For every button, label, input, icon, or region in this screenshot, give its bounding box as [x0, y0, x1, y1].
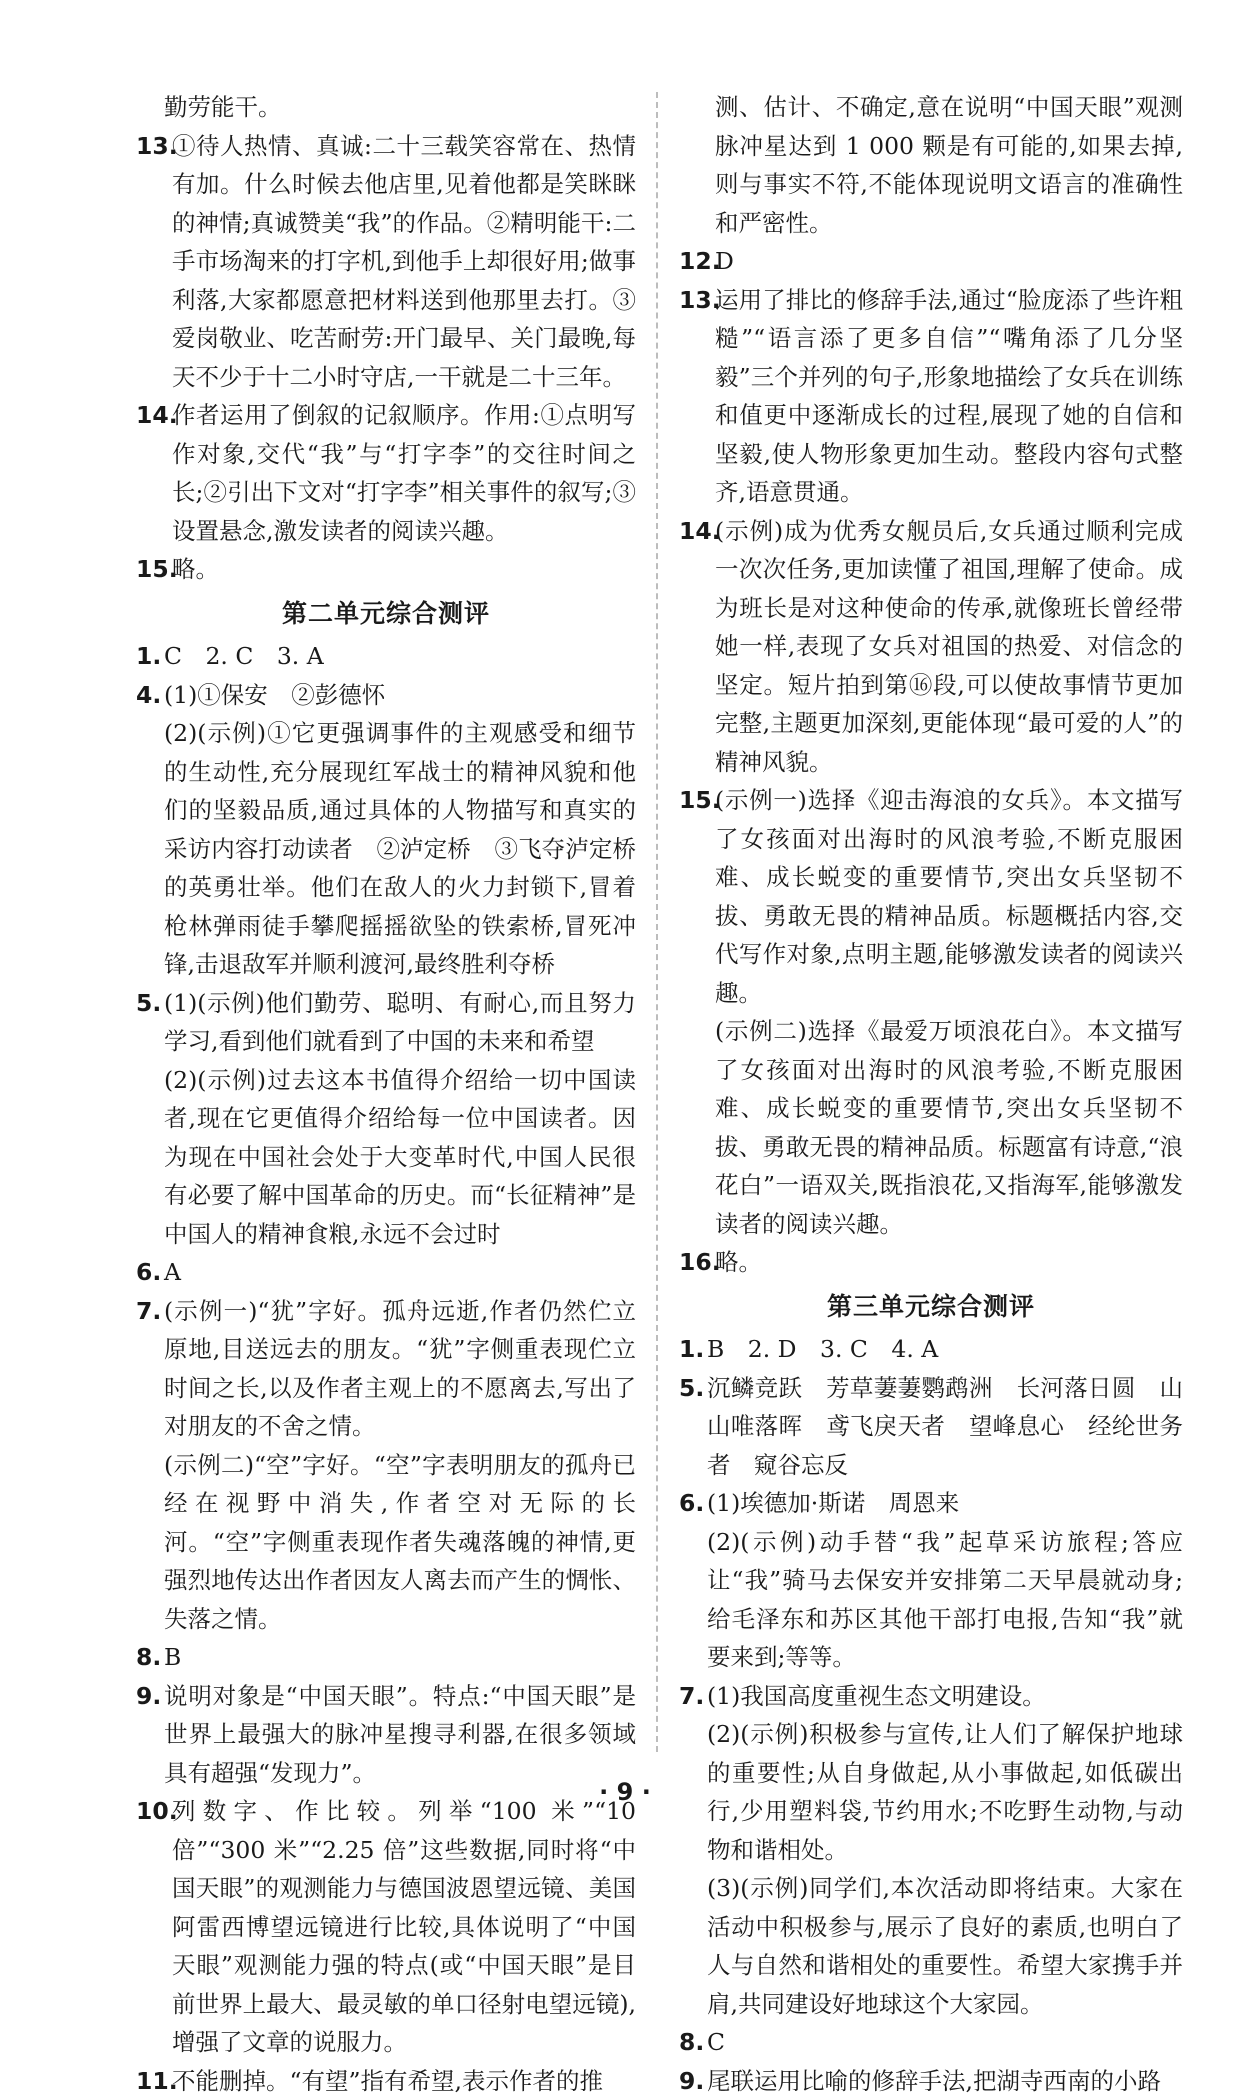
answer-text: 作者运用了倒叙的记叙顺序。作用:①点明写作对象,交代“我”与“打字李”的交往时间之长;②引出下文对“打字李”相关事件的叙写;③设置悬念,激发读者的阅读兴趣。 [172, 401, 636, 545]
section-title-unit-2: 第二单元综合测评 [136, 595, 636, 634]
answer-1-4 [679, 1330, 1183, 1369]
answer-subtext: (2)(示例)①它更强调事件的主观感受和细节的生动性,充分展现红军战士的精神风貌和他们的坚毅品质,通过具体的人物描写和真实的采访内容打动读者 ②泸定桥 ③飞夺泸定桥的英勇壮举。他们在敌人的火力封锁下,冒着枪林弹雨徒手攀爬摇摇欲坠的铁索桥,冒死冲锋,击退敌军并顺利渡河,最终胜利夺桥 [164, 714, 636, 984]
answer-text: 沉鳞竞跃 芳草萋萋鹦鹉洲 长河落日圆 山山唯落晖 鸢飞戾天者 望峰息心 经纶世务者 窥谷忘反 [707, 1374, 1183, 1479]
answer-number: 9. [136, 1677, 161, 1716]
answer-subtext: (2)(示例)积极参与宣传,让人们了解保护地球的重要性;从自身做起,从小事做起,如低碳出行,少用塑料袋,节约用水;不吃野生动物,与动物和谐相处。 [707, 1715, 1183, 1869]
answer-number: 7. [136, 1292, 161, 1331]
answer-number: 15. [136, 550, 178, 589]
page-number: · 9 · [0, 1778, 1250, 1806]
answer-number: 15. [679, 781, 721, 820]
answer-subtext: (2)(示例)动手替“我”起草采访旅程;答应让“我”骑马去保安并安排第二天早晨就动身;给毛泽东和苏区其他干部打电报,告知“我”就要来到;等等。 [707, 1523, 1183, 1677]
answer-text: 不能删掉。“有望”指有希望,表示作者的推 [172, 2067, 603, 2095]
answer-number: 14. [679, 512, 721, 551]
section-title-unit-3: 第三单元综合测评 [679, 1288, 1183, 1327]
answer-7 [679, 1677, 1183, 2024]
answer-number: 5. [679, 1369, 704, 1408]
answer-4 [136, 676, 636, 984]
answer-number: 8. [136, 1638, 161, 1677]
answer-5 [136, 984, 636, 1254]
answer-number: 13. [136, 127, 178, 166]
answer-text: D [715, 247, 734, 275]
answer-9 [679, 2062, 1183, 2100]
answer-subtext: (2)(示例)过去这本书值得介绍给一切中国读者,现在它更值得介绍给每一位中国读者。因为现在中国社会处于大变革时代,中国人民很有必要了解中国革命的历史。而“长征精神”是中国人的精神食粮,永远不会过时 [164, 1061, 636, 1254]
answer-15 [679, 781, 1183, 1243]
answer-8 [136, 1638, 636, 1677]
answer-text: (示例一)选择《迎击海浪的女兵》。本文描写了女孩面对出海时的风浪考验,不断克服困难、成长蜕变的重要情节,突出女兵坚韧不拔、勇敢无畏的精神品质。标题概括内容,交代写作对象,点明主题,能够激发读者的阅读兴趣。 [715, 781, 1183, 1012]
answer-text: 运用了排比的修辞手法,通过“脸庞添了些许粗糙”“语言添了更多自信”“嘴角添了几分坚毅”三个并列的句子,形象地描绘了女兵在训练和值更中逐渐成长的过程,展现了她的自信和坚毅,使人物形象更加生动。整段内容句式整齐,语意贯通。 [715, 286, 1183, 507]
answer-number: 7. [679, 1677, 704, 1716]
answer-text: B 2. D 3. C 4. A [707, 1335, 938, 1363]
answer-9 [136, 1677, 636, 1793]
answer-number: 9. [679, 2062, 704, 2100]
column-divider [656, 92, 658, 1752]
answer-13 [136, 127, 636, 397]
answer-subtext-2: (3)(示例)同学们,本次活动即将结束。大家在活动中积极参与,展示了良好的素质,也明白了人与自然和谐相处的重要性。希望大家携手并肩,共同建设好地球这个大家园。 [707, 1869, 1183, 2023]
answer-number: 11. [136, 2062, 178, 2100]
answer-11 [136, 2062, 636, 2100]
answer-13 [679, 281, 1183, 512]
answer-text: (1)埃德加·斯诺 周恩来 [707, 1484, 1183, 1523]
answer-text: A [164, 1258, 181, 1286]
answer-6 [136, 1253, 636, 1292]
answer-16 [679, 1243, 1183, 1282]
answer-number: 13. [679, 281, 721, 320]
answer-text: (1)(示例)他们勤劳、聪明、有耐心,而且努力学习,看到他们就看到了中国的未来和希望 [164, 984, 636, 1061]
answer-text: (示例一)“犹”字好。孤舟远逝,作者仍然伫立原地,目送远去的朋友。“犹”字侧重表现伫立时间之长,以及作者主观上的不愿离去,写出了对朋友的不舍之情。 [164, 1292, 636, 1446]
answer-text: (示例)成为优秀女舰员后,女兵通过顺利完成一次次任务,更加读懂了祖国,理解了使命。成为班长是对这种使命的传承,就像班长曾经带她一样,表现了女兵对祖国的热爱、对信念的坚定。短片拍到第⑯段,可以使故事情节更加完整,主题更加深刻,更能体现“最可爱的人”的精神风貌。 [715, 517, 1183, 776]
answer-text: B [164, 1643, 181, 1671]
answer-5 [679, 1369, 1183, 1485]
answer-text: 列数字、作比较。列举“100 米”“10 倍”“300 米”“2.25 倍”这些数据,同时将“中国天眼”的观测能力与德国波恩望远镜、美国阿雷西博望远镜进行比较,具体说明了“中国天眼”观测能力强的特点(或“中国天眼”是目前世界上最大、最灵敏的单口径射电望远镜),增强了文章的说服力。 [172, 1797, 636, 2056]
answer-number: 6. [679, 1484, 704, 1523]
answer-number: 6. [136, 1253, 161, 1292]
answer-12 [679, 242, 1183, 281]
answer-text: (1)①保安 ②彭德怀 [164, 676, 636, 715]
answer-text: C [707, 2028, 725, 2056]
answer-number: 16. [679, 1243, 721, 1282]
answer-text: 略。 [715, 1248, 762, 1276]
answer-15 [136, 550, 636, 589]
answer-10 [136, 1792, 636, 2062]
answer-1-3 [136, 637, 636, 676]
answer-subtext: (示例二)选择《最爱万顷浪花白》。本文描写了女孩面对出海时的风浪考验,不断克服困难、成长蜕变的重要情节,突出女兵坚韧不拔、勇敢无畏的精神品质。标题富有诗意,“浪花白”一语双关,既指浪花,又指海军,能够激发读者的阅读兴趣。 [715, 1012, 1183, 1243]
answer-number: 4. [136, 676, 161, 715]
answer-14 [136, 396, 636, 550]
answer-text: 说明对象是“中国天眼”。特点:“中国天眼”是世界上最强大的脉冲星搜寻利器,在很多领域具有超强“发现力”。 [164, 1682, 636, 1787]
answer-text: C 2. C 3. A [164, 642, 324, 670]
answer-text: 略。 [172, 555, 219, 583]
answer-number: 1. [679, 1330, 704, 1369]
answer-text: 尾联运用比喻的修辞手法,把湖寺西南的小路 [707, 2067, 1161, 2095]
answer-7 [136, 1292, 636, 1639]
answer-number: 12. [679, 242, 721, 281]
answer-14 [679, 512, 1183, 782]
answer-6 [679, 1484, 1183, 1677]
answer-number: 10. [136, 1792, 178, 1831]
answer-text: (1)我国高度重视生态文明建设。 [707, 1677, 1183, 1716]
answer-subtext: (示例二)“空”字好。“空”字表明朋友的孤舟已经在视野中消失,作者空对无际的长河。“空”字侧重表现作者失魂落魄的神情,更强烈地传达出作者因友人离去而产生的惆怅、失落之情。 [164, 1446, 636, 1639]
continued-text: 勤劳能干。 [136, 88, 636, 127]
answer-number: 14. [136, 396, 178, 435]
answer-8 [679, 2023, 1183, 2062]
answer-number: 5. [136, 984, 161, 1023]
answer-number: 8. [679, 2023, 704, 2062]
continued-text: 测、估计、不确定,意在说明“中国天眼”观测脉冲星达到 1 000 颗是有可能的,如果去掉,则与事实不符,不能体现说明文语言的准确性和严密性。 [679, 88, 1183, 242]
answer-text: ①待人热情、真诚:二十三载笑容常在、热情有加。什么时候去他店里,见着他都是笑眯眯的神情;真诚赞美“我”的作品。②精明能干:二手市场淘来的打字机,到他手上却很好用;做事利落,大家都愿意把材料送到他那里去打。③爱岗敬业、吃苦耐劳:开门最早、关门最晚,每天不少于十二小时守店,一干就是二十三年。 [172, 132, 636, 391]
answer-number: 1. [136, 637, 161, 676]
